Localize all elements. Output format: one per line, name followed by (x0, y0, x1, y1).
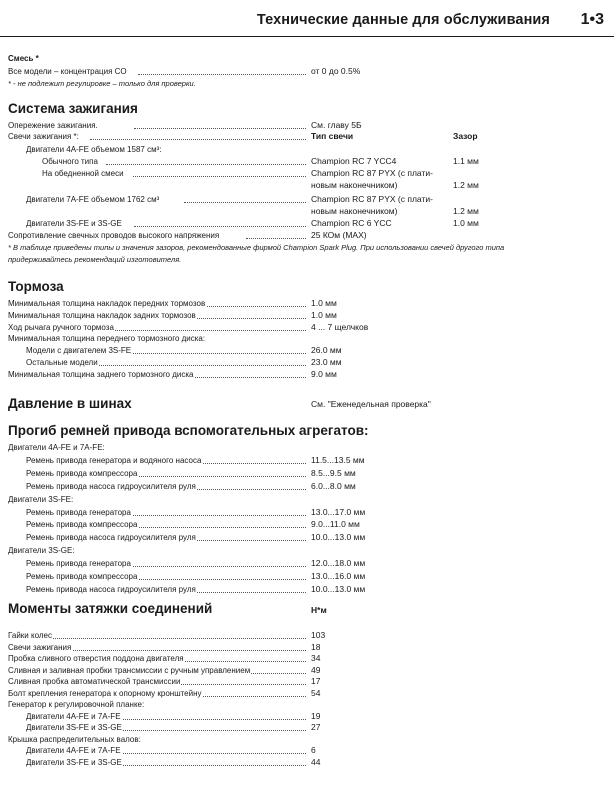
row-label: Сливная пробка автоматической трансмиссии (8, 677, 181, 686)
mix-title (8, 52, 606, 65)
row-label: Ремень привода компрессора (26, 468, 138, 478)
row-label: Минимальная толщина заднего тормозного диска (8, 369, 194, 379)
tires-title: Давление в шинах (8, 396, 132, 411)
row-label: Сливная и заливная пробки трансмиссии с ручным управлением (8, 665, 251, 675)
mix-row-label: Все модели – концентрация CO (8, 67, 127, 76)
eng7a-plug-type-line1: Champion RC 87 PYX (с плати- (311, 194, 433, 204)
row-label: Крышка распределительных валов: (8, 734, 141, 744)
row-value: 54 (311, 687, 321, 698)
tires-row (8, 398, 606, 411)
row-value: 8.5...9.5 мм (311, 467, 356, 478)
row-value: 9.0 мм (311, 368, 337, 379)
row-label: Ремень привода генератора (26, 507, 131, 517)
table-row (8, 531, 606, 544)
row-value: 103 (311, 630, 326, 640)
eng7a-plug-gap: 1.2 мм (453, 206, 479, 216)
row-label: Пробка сливного отверстия поддона двигателя (8, 654, 184, 663)
belts-title: Прогиб ремней привода вспомогательных агрегатов: (8, 423, 369, 438)
row-value: 18 (311, 641, 321, 652)
leader-dots (28, 637, 306, 639)
row-value: 10.0...13.0 мм (311, 532, 366, 543)
normal-plug-label: Обычного типа (42, 157, 98, 166)
row-value: 23.0 мм (311, 357, 342, 367)
lean-plug-type-line1: Champion RC 87 PYX (с плати- (311, 168, 433, 178)
eng7a-plug-type-line2: новым наконечником) (311, 206, 398, 216)
row-label: Модели с двигателем 3S-FE (26, 346, 132, 356)
row-label: Двигатели 3S-FE: (8, 494, 74, 504)
table-row (8, 570, 606, 583)
ignition-note-text1: * В таблице приведены типы и значения зазоров, рекомендованные фирмой Champion Spark Plug. При использовании свечей другого типа (8, 243, 505, 252)
row-label: Болт крепления генератора к опорному кронштейну (8, 688, 202, 698)
row-value: 6 (311, 745, 316, 755)
plug-gap-column-header: Зазор (453, 131, 478, 141)
torque-title: Моменты затяжки соединений (8, 601, 213, 616)
row-label: Свечи зажигания (8, 642, 72, 652)
row-label: Минимальная толщина переднего тормозного диска: (8, 334, 206, 344)
row-value: 26.0 мм (311, 345, 342, 356)
lean-plug-row2 (8, 179, 606, 192)
mix-note-text: * - не подлежит регулировке – только для проверки. (8, 79, 196, 88)
row-label: Остальные модели (26, 358, 98, 367)
table-row (8, 557, 606, 570)
row-value: 44 (311, 756, 321, 767)
leader-dots (138, 73, 306, 75)
table-row (8, 454, 606, 467)
leader-dots (246, 237, 306, 239)
table-row (8, 506, 606, 519)
row-label: Ремень привода генератора и водяного насоса (26, 455, 202, 465)
normal-plug-type: Champion RC 7 YCC4 (311, 156, 397, 166)
row-label: Минимальная толщина накладок передних тормозов (8, 299, 206, 308)
leader-dots (106, 163, 306, 165)
plugs-header-row (8, 130, 606, 143)
lean-plug-type-line2: новым наконечником) (311, 180, 398, 190)
mix-note (8, 77, 606, 90)
eng3s-plug-label: Двигатели 3S-FE и 3S-GE (26, 219, 122, 228)
header-title: Технические данные для обслуживания (256, 12, 550, 28)
row-value: 17 (311, 676, 321, 686)
page-header (0, 6, 614, 37)
row-value: 4 ... 7 щелчков (311, 321, 369, 332)
row-label: Ремень привода насоса гидроусилителя руля (26, 584, 196, 594)
row-value: 49 (311, 664, 321, 675)
row-label: Ремень привода компрессора (26, 520, 138, 530)
plug-type-column-header: Тип свечи (311, 131, 354, 141)
row-label: Минимальная толщина накладок задних тормозов (8, 310, 196, 320)
row-label: Двигатели 3S-GE: (8, 546, 75, 556)
brakes-title: Тормоза (8, 279, 64, 294)
row-value: 1.0 мм (311, 298, 337, 308)
row-value: 1.0 мм (311, 309, 337, 320)
table-row (8, 756, 606, 769)
row-value: 10.0...13.0 мм (311, 583, 366, 594)
ignition-timing-value: См. главу 5Б (311, 120, 362, 130)
table-row (8, 493, 606, 506)
eng3s-plug-gap: 1.0 мм (453, 218, 479, 228)
row-label: Двигатели 4А-FE и 7А-FE: (8, 443, 105, 452)
row-label: Гайки колес (8, 631, 52, 640)
page-number: 1•3 (580, 11, 604, 28)
eng7a-plug-label: Двигатели 7А-FE объемом 1762 см³ (26, 195, 160, 204)
row-label: Двигатели 4А-FE и 7А-FE (26, 746, 121, 755)
row-value: 13.0...16.0 мм (311, 571, 366, 581)
row-label: Генератор к регулировочной планке: (8, 700, 145, 709)
row-label: Двигатели 3S-FE и 3S-GE (26, 757, 122, 767)
row-value: 12.0...18.0 мм (311, 558, 366, 569)
ignition-note-text2: придерживайтесь рекомендаций изготовителя. (8, 255, 182, 264)
leader-dots (134, 127, 306, 129)
leader-dots (134, 225, 306, 227)
row-value: 27 (311, 722, 321, 732)
row-label: Ремень привода насоса гидроусилителя руля (26, 533, 196, 543)
row-label: Двигатели 3S-FE и 3S-GE (26, 723, 122, 732)
row-value: 11.5...13.5 мм (311, 454, 365, 465)
torque-unit-row (8, 604, 606, 617)
leader-dots (184, 201, 306, 203)
table-row (8, 583, 606, 596)
torque-unit: Н*м (311, 605, 327, 615)
row-label: Ремень привода компрессора (26, 572, 138, 581)
ignition-note-line2 (8, 253, 606, 266)
leader-dots (133, 175, 306, 177)
resistance-label: Сопротивление свечных проводов высокого напряжения (8, 231, 220, 240)
resistance-value: 25 КОм (MAX) (311, 230, 367, 240)
lean-plug-gap: 1.2 мм (453, 180, 479, 190)
row-label: Ремень привода генератора (26, 559, 131, 569)
table-row (8, 441, 606, 454)
row-label: Двигатели 4А-FE и 7А-FE (26, 711, 121, 721)
row-label: Ход рычага ручного тормоза (8, 322, 114, 332)
row-value: 6.0...8.0 мм (311, 480, 356, 491)
ignition-timing-label: Опережение зажигания. (8, 121, 98, 130)
tires-value: См. "Еженедельная проверка" (311, 399, 431, 409)
eng4a-label: Двигатели 4А-FE объемом 1587 см³: (26, 145, 162, 154)
normal-plug-gap: 1.1 мм (453, 156, 479, 166)
mix-title-text: Смесь * (8, 54, 39, 63)
leader-dots (90, 138, 306, 140)
eng3s-plug-type: Champion RC 6 YCC (311, 218, 392, 228)
table-row (8, 518, 606, 531)
table-row (8, 368, 606, 381)
ignition-title: Система зажигания (8, 101, 138, 116)
row-value: 13.0...17.0 мм (311, 506, 366, 517)
table-row (8, 467, 606, 480)
plugs-label: Свечи зажигания *: (8, 132, 79, 141)
row-value: 19 (311, 710, 321, 721)
table-row (8, 480, 606, 493)
row-value: 34 (311, 653, 321, 663)
row-label: Ремень привода насоса гидроусилителя руля (26, 481, 196, 491)
table-row (8, 544, 606, 557)
row-value: 9.0...11.0 мм (311, 519, 360, 530)
mix-row-value: от 0 до 0.5% (311, 66, 361, 76)
lean-plug-label: На обедненной смеси (42, 169, 124, 178)
